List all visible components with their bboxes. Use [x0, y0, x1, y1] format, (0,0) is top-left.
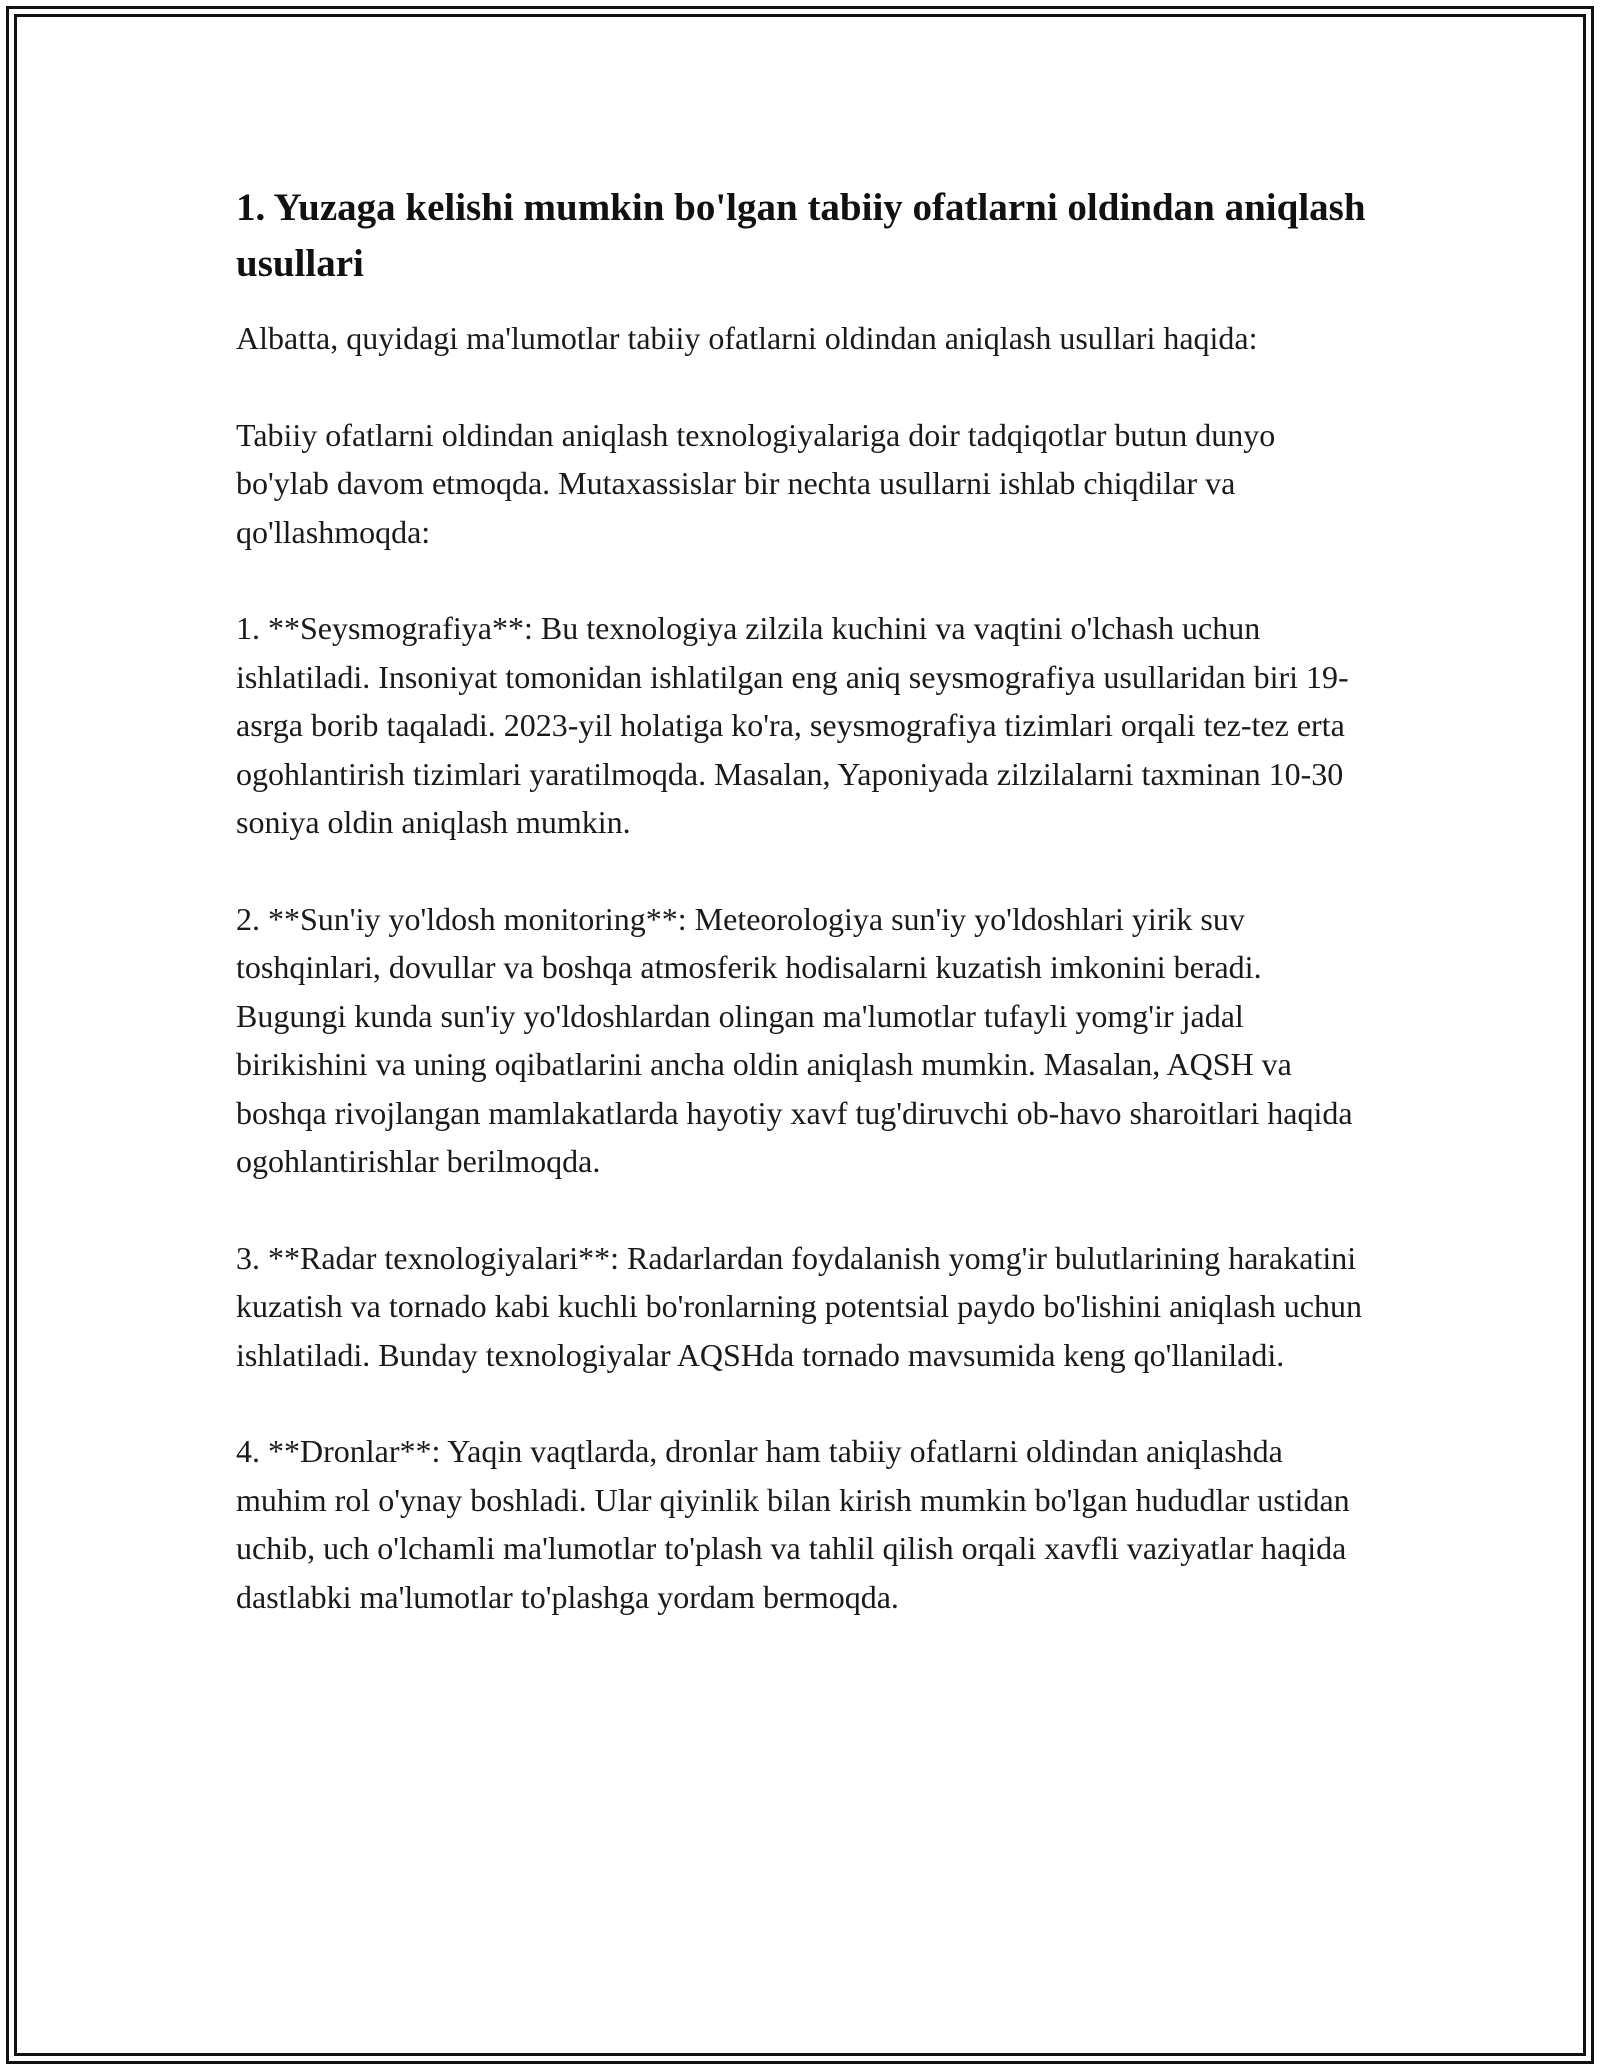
intro-paragraph: Albatta, quyidagi ma'lumotlar tabiiy ofatlarni oldindan aniqlash usullari haqida:: [236, 320, 1258, 356]
list-item-satellite-monitoring: 2. **Sun'iy yo'ldosh monitoring**: Meteorologiya sun'iy yo'ldoshlari yirik suv toshqinlari, dovullar va boshqa atmosferik hodisalarni kuzatish imkonini beradi. Bugungi kunda sun'iy yo'ldoshlardan olingan ma'lumotlar tufayli yomg'ir jadal birikishini va uning oqibatlarini ancha oldin aniqlash mumkin. Masalan, AQSH va boshqa rivojlangan mamlakatlarda hayotiy xavf tug'diruvchi ob-havo sharoitlari haqida ogohlantirishlar berilmoqda.: [236, 900, 1353, 1179]
section-heading: 1. Yuzaga kelishi mumkin bo'lgan tabiiy ofatlarni oldindan aniqlash usullari: [236, 186, 1366, 285]
list-item-drones: 4. **Dronlar**: Yaqin vaqtlarda, dronlar ham tabiiy ofatlarni oldindan aniqlashda muhim rol o'ynay boshladi. Ular qiyinlik bilan kirish mumkin bo'lgan hududlar ustidan uchib, uch o'lchamli ma'lumotlar to'plash va tahlil qilish orqali xavfli vaziyatlar haqida dastlabki ma'lumotlar to'plashga yordam bermoqda.: [236, 1433, 1350, 1615]
document-body: [236, 180, 1376, 1669]
list-item-seysmografiya: 1. **Seysmografiya**: Bu texnologiya zilzila kuchini va vaqtini o'lchash uchun ishlatiladi. Insoniyat tomonidan ishlatilgan eng aniq seysmografiya usullaridan biri 19-asrga borib taqaladi. 2023-yil holatiga ko'ra, seysmografiya tizimlari orqali tez-tez erta ogohlantirish tizimlari yaratilmoqda. Masalan, Yaponiyada zilzilalarni taxminan 10-30 soniya oldin aniqlash mumkin.: [236, 610, 1349, 840]
list-item-radar: 3. **Radar texnologiyalari**: Radarlardan foydalanish yomg'ir bulutlarining harakatini kuzatish va tornado kabi kuchli bo'ronlarning potentsial paydo bo'lishini aniqlash uchun ishlatiladi. Bunday texnologiyalar AQSHda tornado mavsumida keng qo'llaniladi.: [236, 1239, 1362, 1373]
overview-paragraph: Tabiiy ofatlarni oldindan aniqlash texnologiyalariga doir tadqiqotlar butun dunyo bo'ylab davom etmoqda. Mutaxassislar bir nechta usullarni ishlab chiqdilar va qo'llashmoqda:: [236, 416, 1276, 550]
